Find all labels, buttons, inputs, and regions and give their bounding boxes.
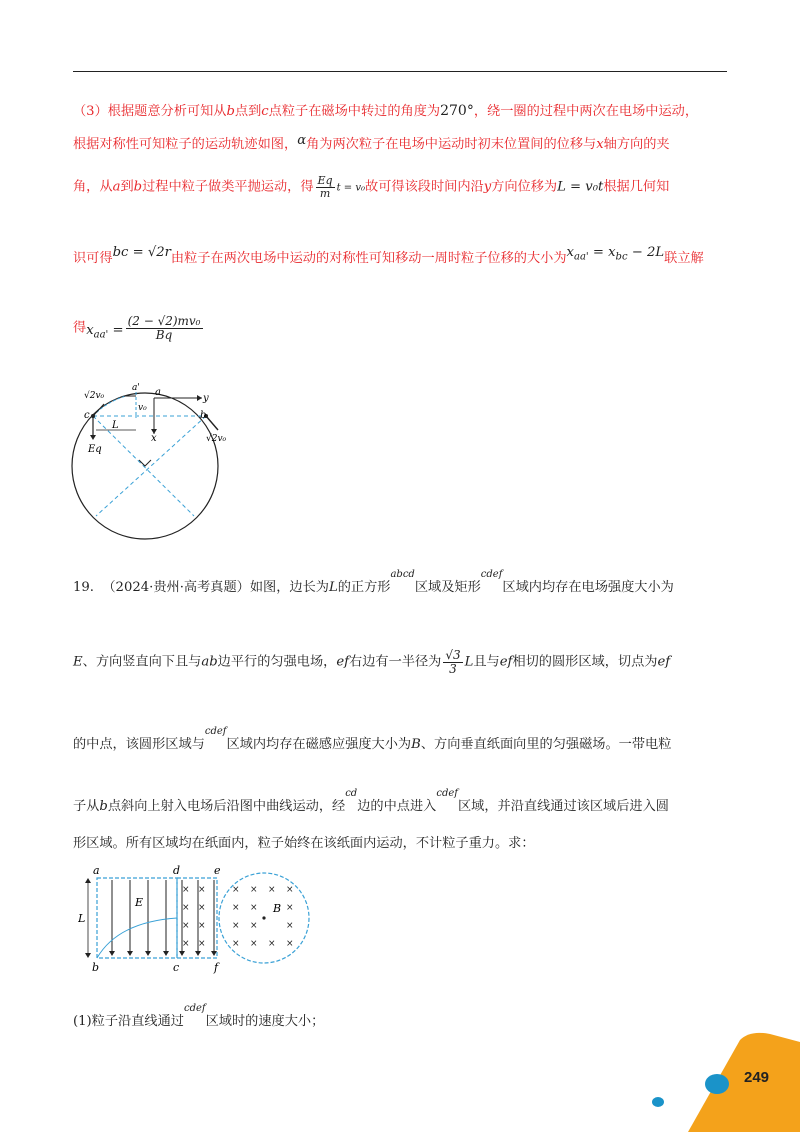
- fig2-label-d: d: [173, 864, 181, 877]
- svg-text:×: ×: [232, 903, 240, 913]
- svg-text:×: ×: [268, 885, 276, 895]
- fig1-label-v-right: √2v₀: [206, 434, 226, 444]
- radius-fraction: $\frac{√3}{3}$: [445, 648, 461, 676]
- fig2-label-c: c: [173, 961, 180, 974]
- header-rule: [73, 71, 727, 72]
- fraction-eq-m: $\frac{Eq}{m}$: [317, 174, 333, 200]
- svg-text:×: ×: [198, 903, 206, 913]
- fig2-label-L: L: [78, 912, 86, 925]
- field-figure: [78, 862, 318, 974]
- solution-line-1: （3）根据题意分析可知从b点到c点粒子在磁场中转过的角度为270°，绕一圈的过程中两次在电场中运动，: [73, 103, 699, 119]
- blue-dot-large: [705, 1074, 729, 1094]
- svg-text:×: ×: [198, 921, 206, 931]
- arrow-eq-head: [90, 435, 96, 440]
- fig2-label-e: e: [214, 864, 221, 877]
- solution-line-2: 根据对称性可知粒子的运动轨迹如图，α角为两次粒子在电场中运动时初末位置间的位移与x轴方向的夹: [73, 133, 670, 152]
- footer-decoration: [640, 1030, 800, 1132]
- svg-text:×: ×: [182, 903, 190, 913]
- page-number: 249: [744, 1069, 770, 1086]
- solution-line-4: 识可得bc = √2r由粒子在两次电场中运动的对称性可知移动一周时粒子位移的大小为$x_{aa'} = x_{bc} - 2L$联立解: [73, 245, 704, 266]
- svg-text:×: ×: [286, 939, 294, 949]
- svg-text:×: ×: [286, 903, 294, 913]
- fig1-label-v0: v₀: [138, 403, 147, 413]
- svg-text:×: ×: [182, 885, 190, 895]
- problem-line-5: 形区域。所有区域均在纸面内，粒子始终在该纸面内运动，不计粒子重力。求：: [73, 836, 535, 851]
- problem-line-4: 子从b点斜向上射入电场后沿图中曲线运动，经$^{cd}$边的中点进入$^{cdef}$区域，并沿直线通过该区域后进入圆: [73, 788, 669, 814]
- problem-line-2: E、方向竖直向下且与ab边平行的匀强电场，ef右边有一半径为 $\frac{√3}{3}$ L且与ef相切的圆形区域，切点为ef: [73, 648, 671, 676]
- svg-text:×: ×: [250, 885, 258, 895]
- svg-text:×: ×: [286, 885, 294, 895]
- svg-text:×: ×: [250, 921, 258, 931]
- fig2-label-E: E: [135, 896, 144, 909]
- right-angle-mark: [139, 460, 151, 466]
- fig1-label-L: L: [112, 420, 119, 431]
- solution-line-3: 角，从a到b过程中粒子做类平抛运动，得 $\frac{Eq}{m}$ t = v₀故可得该段时间内沿y方向位移为L = v₀t根据几何知: [73, 174, 670, 200]
- svg-text:×: ×: [250, 939, 258, 949]
- diag-1: [93, 416, 194, 516]
- trajectory-figure: [66, 378, 226, 548]
- solution-line-5: 得$x_{aa'}$ = $\frac{\text{(2 − √2)mv₀}}{Bq}$: [73, 314, 201, 342]
- svg-text:×: ×: [232, 885, 240, 895]
- final-fraction: $\frac{\text{(2 − √2)mv₀}}{Bq}$: [127, 314, 201, 342]
- diag-2: [96, 416, 206, 516]
- svg-text:×: ×: [268, 939, 276, 949]
- fig2-label-f: f: [214, 961, 219, 974]
- fig1-label-v-left: √2v₀: [84, 391, 105, 401]
- svg-text:×: ×: [198, 885, 206, 895]
- field-arrowheads: [109, 951, 217, 956]
- arrow-v-left: [93, 404, 104, 416]
- fig2-label-b: b: [92, 961, 100, 974]
- svg-text:×: ×: [232, 921, 240, 931]
- svg-text:×: ×: [250, 903, 258, 913]
- svg-text:×: ×: [182, 939, 190, 949]
- fig1-label-c: c: [84, 410, 90, 421]
- svg-text:×: ×: [182, 921, 190, 931]
- arrow-y-head: [197, 395, 202, 401]
- question-1: (1)粒子沿直线通过$^{cdef}$区域时的速度大小；: [73, 1003, 325, 1029]
- fig2-label-a: a: [93, 864, 100, 877]
- fig1-label-y: y: [203, 393, 209, 404]
- problem-line-1: 19. （2024·贵州·高考真题）如图，边长为L的正方形$^{abcd}$区域及矩形$^{cdef}$区域内均存在电场强度大小为: [73, 569, 674, 595]
- problem-line-3: 的中点，该圆形区域与$^{cdef}$区域内均存在磁感应强度大小为B、方向垂直纸面向里的匀强磁场。一带电粒: [73, 726, 672, 752]
- point-c: [91, 414, 95, 418]
- blue-dot-small: [652, 1097, 664, 1107]
- fig1-label-b: b: [200, 410, 207, 421]
- fig1-label-a: a: [155, 387, 161, 398]
- svg-text:×: ×: [232, 939, 240, 949]
- magnetic-crosses: [182, 885, 294, 949]
- square-abcd: [97, 878, 177, 958]
- svg-text:×: ×: [198, 939, 206, 949]
- fig1-label-Eq: Eq: [88, 444, 102, 455]
- svg-text:×: ×: [286, 921, 294, 931]
- fig1-label-a-prime: a': [132, 383, 140, 393]
- fig1-label-x: x: [151, 433, 157, 444]
- fig2-label-B: B: [273, 902, 282, 915]
- circle-center: [262, 916, 265, 919]
